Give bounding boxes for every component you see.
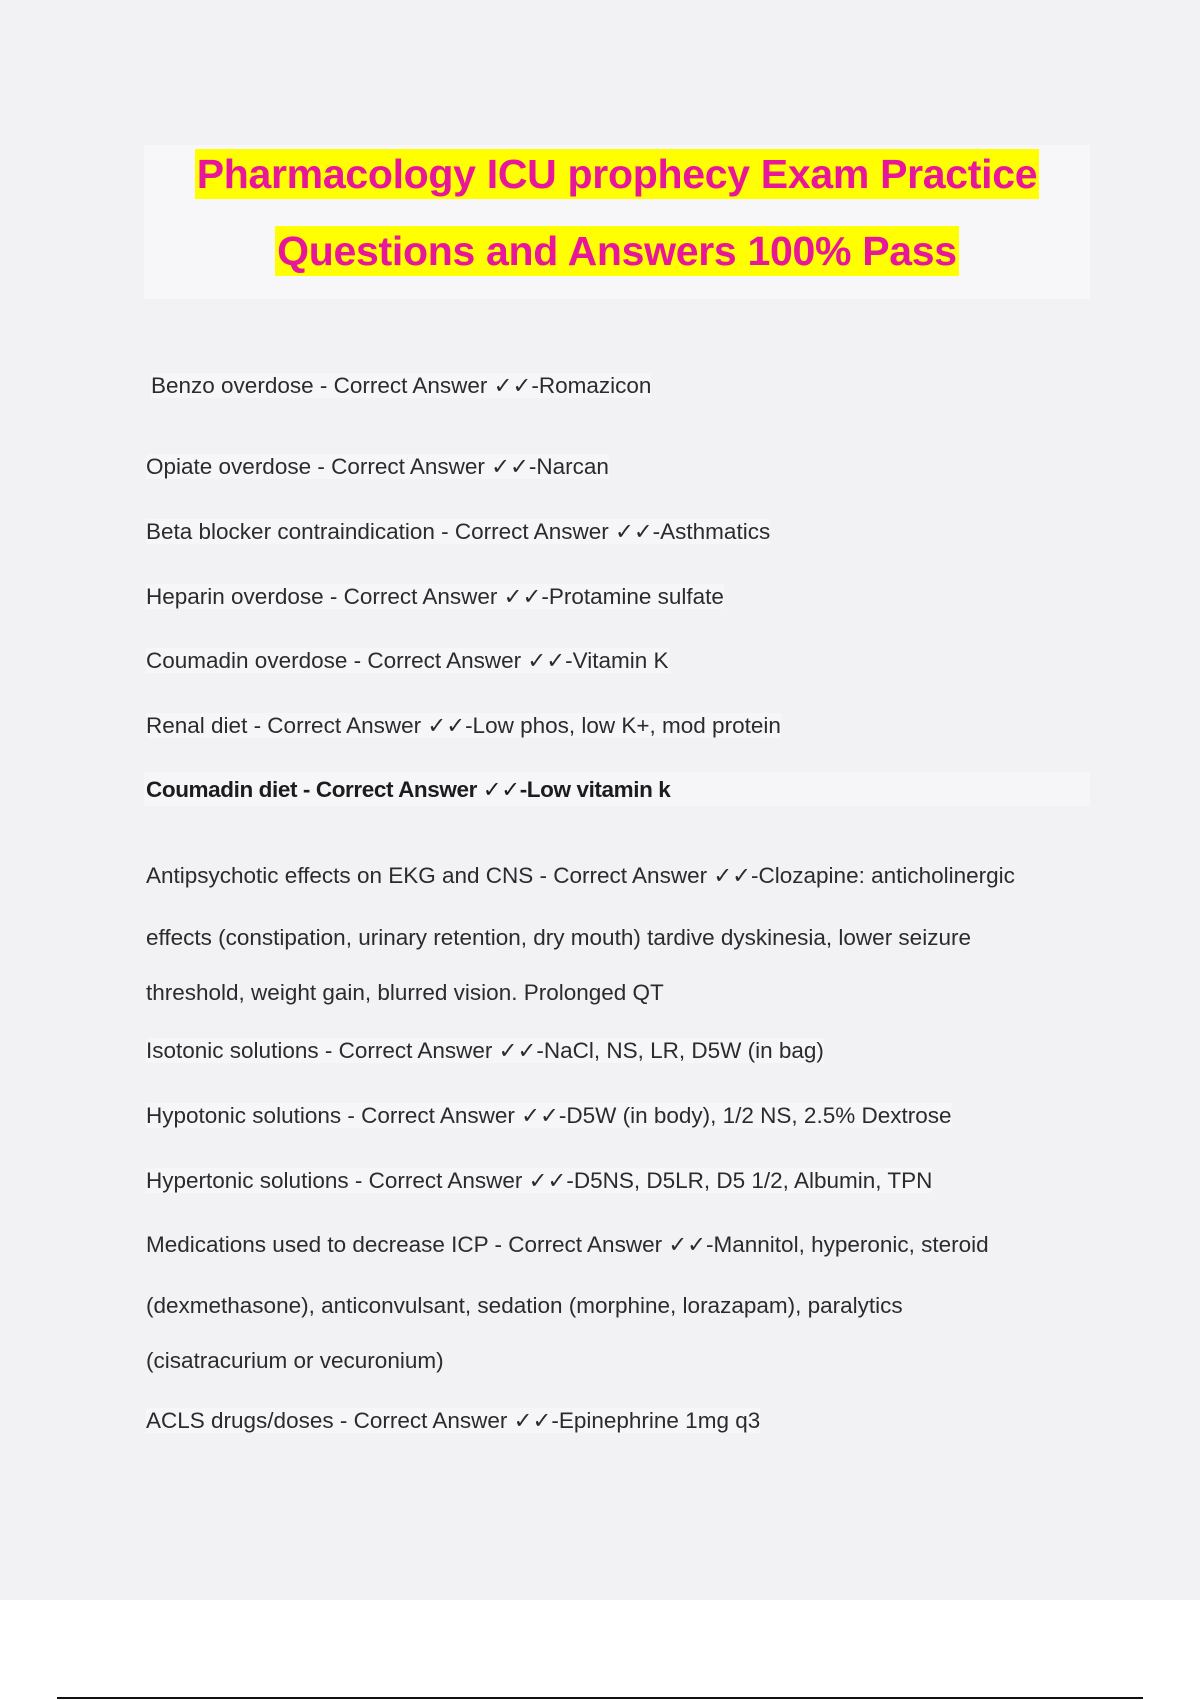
qa-item-benzo-overdose: Benzo overdose - Correct Answer ✓✓-Romazicon xyxy=(151,373,652,398)
page-title-line-1: Pharmacology ICU prophecy Exam Practice xyxy=(196,151,1038,197)
qa-line: Medications used to decrease ICP - Correct Answer ✓✓-Mannitol, hyperonic, steroid xyxy=(146,1232,989,1257)
page-title-line-2: Questions and Answers 100% Pass xyxy=(277,228,957,274)
qa-item-hypotonic: Hypotonic solutions - Correct Answer ✓✓-D5W (in body), 1/2 NS, 2.5% Dextrose xyxy=(146,1103,952,1128)
title-box xyxy=(144,145,1090,299)
qa-line: Antipsychotic effects on EKG and CNS - Correct Answer ✓✓-Clozapine: anticholinergic xyxy=(146,863,1015,888)
qa-line: (cisatracurium or vecuronium) xyxy=(146,1348,444,1373)
qa-item-opiate-overdose: Opiate overdose - Correct Answer ✓✓-Narcan xyxy=(146,454,609,479)
qa-item-acls-drugs: ACLS drugs/doses - Correct Answer ✓✓-Epinephrine 1mg q3 xyxy=(146,1408,761,1433)
qa-item-renal-diet: Renal diet - Correct Answer ✓✓-Low phos, low K+, mod protein xyxy=(146,713,781,738)
qa-item-hypertonic: Hypertonic solutions - Correct Answer ✓✓-D5NS, D5LR, D5 1/2, Albumin, TPN xyxy=(146,1168,933,1193)
qa-item-coumadin-overdose: Coumadin overdose - Correct Answer ✓✓-Vitamin K xyxy=(146,648,669,673)
qa-line: effects (constipation, urinary retention, dry mouth) tardive dyskinesia, lower seizure xyxy=(146,925,971,950)
qa-item-antipsychotic xyxy=(146,864,1106,1014)
qa-line: threshold, weight gain, blurred vision. Prolonged QT xyxy=(146,980,664,1005)
qa-line: (dexmethasone), anticonvulsant, sedation (morphine, lorazapam), paralytics xyxy=(146,1293,903,1318)
qa-item-heparin-overdose: Heparin overdose - Correct Answer ✓✓-Protamine sulfate xyxy=(146,584,724,609)
qa-item-coumadin-diet: Coumadin diet - Correct Answer ✓✓-Low vitamin k xyxy=(146,777,671,802)
bottom-divider xyxy=(57,1697,1143,1699)
qa-item-isotonic: Isotonic solutions - Correct Answer ✓✓-NaCl, NS, LR, D5W (in bag) xyxy=(146,1038,824,1063)
qa-item-beta-blocker: Beta blocker contraindication - Correct Answer ✓✓-Asthmatics xyxy=(146,519,771,544)
qa-item-icp-medications xyxy=(146,1233,1106,1383)
